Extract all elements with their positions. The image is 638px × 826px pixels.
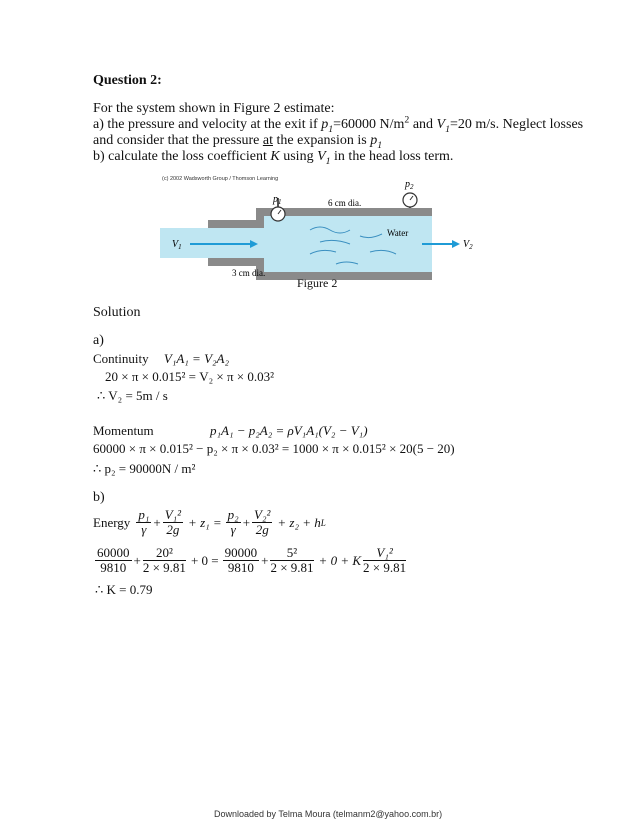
expansion-step-top xyxy=(256,208,264,228)
solution-heading: Solution xyxy=(93,305,141,320)
figure-v2-label: $V_2$ xyxy=(463,239,473,251)
footer-download-note: Downloaded by Telma Moura (telmanm2@yahoo.com.br) xyxy=(214,809,443,819)
question-intro: For the system shown in Figure 2 estimate: xyxy=(93,101,335,116)
continuity-line1: 20 × π × 0.015² = V₂ × π × 0.03² xyxy=(105,369,274,384)
figure-caption: Figure 2 xyxy=(297,276,338,290)
continuity-result: ∴ V₂ = 5m / s xyxy=(97,388,168,403)
figure-small-diameter: 3 cm dia. xyxy=(232,268,266,278)
large-pipe-bottom-wall xyxy=(260,272,432,280)
large-pipe-water xyxy=(260,216,432,272)
part-b-label: b) xyxy=(93,490,105,505)
momentum-result: ∴ p₂ = 90000N / m² xyxy=(93,461,196,476)
figure-copyright: (c) 2002 Wadsworth Group / Thomson Learning xyxy=(162,176,279,182)
k-result: ∴ K = 0.79 xyxy=(95,582,153,597)
question-title: Question 2: xyxy=(93,73,162,88)
momentum-label: Momentum xyxy=(93,423,154,438)
figure-water-label: Water xyxy=(387,228,409,238)
continuity-row: Continuity V₁A₁ = V₂A₂ xyxy=(93,351,229,366)
question-part-b: b) calculate the loss coefficient K using $V_1$ in the head loss term. xyxy=(93,149,454,167)
question-part-a-line1: a) the pressure and velocity at the exit if $p_1=60000$ $N/m^2$ and $V_1=20$ m/s. Neglect losses xyxy=(93,114,584,135)
pipe-expansion-figure xyxy=(160,172,480,290)
outlet-arrow-head xyxy=(452,240,460,248)
figure-large-diameter: 6 cm dia. xyxy=(328,198,362,208)
momentum-equation: p₁A₁ − p₂A₂ = ρV₁A₁(V₂ − V₁) xyxy=(210,423,368,438)
energy-substitution: $\frac{60000}{9810}$ + $\frac{\text{20²}}{2 \times 9.81}$ + 0 = $\frac{90000}{9810}$ + $\frac{\text{5²}}{2 \times 9.81}$ + 0 + K $\frac{\text{V₁²}}{2 \times 9.81}$ xyxy=(97,545,407,575)
part-a-label: a) xyxy=(93,333,104,348)
question-part-a-line2: and consider that the pressure at the expansion is $p_1$ xyxy=(93,133,383,151)
energy-equation: Energy $\frac{\text{p₁}}{\gamma}$ + $\frac{\text{V₁²}}{2g}$ + z₁ = $\frac{\text{p₂}}{\gamma}$ + $\frac{\text{V₂²}}{2g}$ + z₂ + h L xyxy=(93,507,326,537)
large-pipe-top-wall xyxy=(260,208,432,216)
small-pipe-bottom-wall xyxy=(208,258,260,266)
figure-p1-label: $p_1$ xyxy=(273,194,282,206)
momentum-line1: 60000 × π × 0.015² − p₂ × π × 0.03² = 1000 × π × 0.015² × 20(5 − 20) xyxy=(93,441,455,456)
figure-v1-label: $V_1$ xyxy=(172,239,182,251)
figure-p2-label: $p_2$ xyxy=(405,179,414,191)
small-pipe-top-wall xyxy=(208,220,260,228)
